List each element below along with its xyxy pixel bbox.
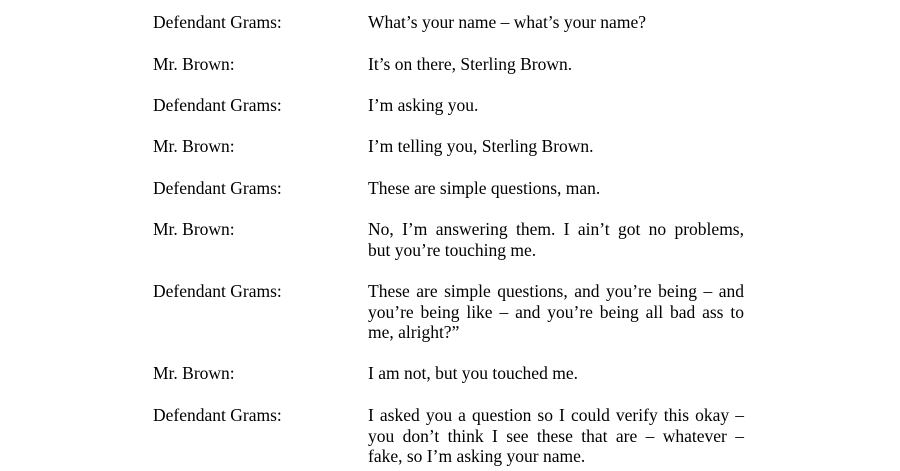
statement-line: I’m asking you. [368,95,479,115]
statement-text [368,219,744,260]
speaker-name: Defendant Grams: [153,178,282,198]
speaker-name: Mr. Brown: [153,54,235,74]
statement-line: you’re being like – and you’re being all bad ass to [368,301,744,322]
statement-line: What’s your name – what’s your name? [368,12,646,32]
statement-text [368,178,744,199]
statement-line: I asked you a question so I could verify this okay – [368,405,744,425]
statement-text [368,405,744,467]
speaker-name: Defendant Grams: [153,12,282,32]
speaker-name: Defendant Grams: [153,405,282,425]
speaker-name: Mr. Brown: [153,136,235,156]
statement-line: you don’t think I see these that are – whatever – [368,425,744,446]
statement-line: It’s on there, Sterling Brown. [368,54,573,74]
statement-line: fake, so I’m asking your name. [368,446,586,466]
speaker-name: Mr. Brown: [153,219,235,239]
statement-text [368,54,744,75]
statement-text [368,281,744,343]
statement-text [368,95,744,116]
statement-text [368,363,744,384]
statement-line: me, alright?” [368,322,460,342]
speaker-name: Defendant Grams: [153,95,282,115]
speaker-name: Mr. Brown: [153,363,235,383]
statement-line: I’m telling you, Sterling Brown. [368,136,594,156]
statement-line: These are simple questions, and you’re being – and [368,281,744,301]
statement-line: but you’re touching me. [368,239,537,260]
statement-text [368,12,744,33]
statement-line: I am not, but you touched me. [368,363,578,383]
speaker-name: Defendant Grams: [153,281,282,301]
statement-line: These are simple questions, man. [368,178,601,198]
statement-text [368,136,744,157]
statement-line: No, I’m answering them. I ain’t got no problems, [368,219,744,239]
